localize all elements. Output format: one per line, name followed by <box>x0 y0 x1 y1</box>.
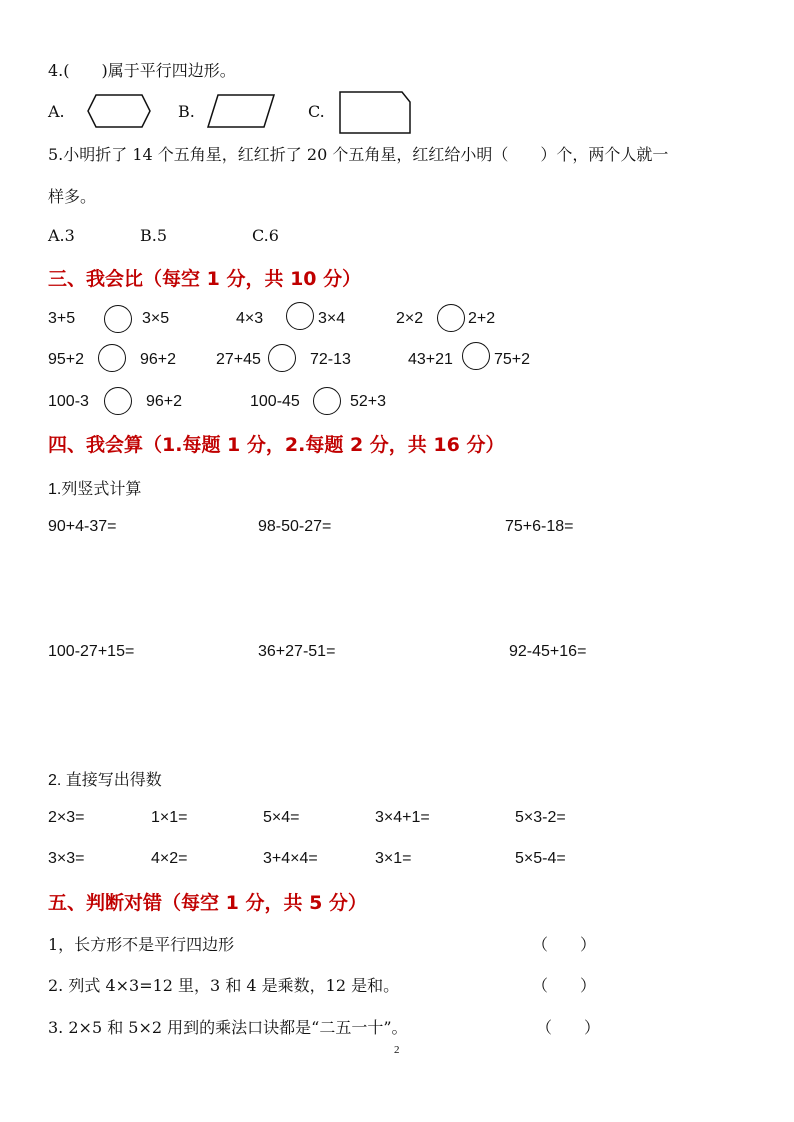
compare-circle[interactable] <box>98 344 126 372</box>
compare-right: 2+2 <box>468 310 496 327</box>
direct-problem: 3×4+1= <box>375 809 430 826</box>
judge-answer-blank[interactable]: （ ） <box>532 935 597 954</box>
q5-option-b: B.5 <box>140 226 168 245</box>
judge-answer-blank[interactable]: （ ） <box>532 976 597 995</box>
vertical-problem: 36+27-51= <box>258 643 336 660</box>
q5-option-c: C.6 <box>252 226 279 245</box>
compare-right: 52+3 <box>350 393 387 410</box>
section4-subtitle-direct: 2. 直接写出得数 <box>48 772 162 789</box>
section4-subtitle-vertical: 1.列竖式计算 <box>48 481 142 498</box>
compare-circle[interactable] <box>104 387 132 415</box>
compare-left: 43+21 <box>408 351 453 368</box>
direct-problem: 5×4= <box>263 809 300 826</box>
q4-stem: 4.( )属于平行四边形。 <box>48 61 236 80</box>
vertical-problem: 90+4-37= <box>48 518 117 535</box>
compare-right: 96+2 <box>140 351 177 368</box>
compare-right: 3×5 <box>142 310 170 327</box>
direct-problem: 5×5-4= <box>515 850 566 867</box>
vertical-problem: 100-27+15= <box>48 643 135 660</box>
direct-problem: 3×3= <box>48 850 85 867</box>
compare-left: 2×2 <box>396 310 424 327</box>
judge-item-text: 3. 2×5 和 5×2 用到的乘法口诀都是“二五一十”。 <box>48 1018 408 1037</box>
compare-right: 3×4 <box>318 310 346 327</box>
cut-corner-rectangle-shape <box>338 90 414 136</box>
q5-option-a: A.3 <box>48 226 75 245</box>
vertical-problem: 98-50-27= <box>258 518 332 535</box>
q4-option-b-label: B. <box>178 102 195 121</box>
compare-left: 3+5 <box>48 310 76 327</box>
q5-line2: 样多。 <box>48 187 97 206</box>
q5-line1: 5.小明折了 14 个五角星，红红折了 20 个五角星，红红给小明（ ）个，两个人就一 <box>48 145 669 164</box>
judge-item-text: 2. 列式 4×3=12 里，3 和 4 是乘数，12 是和。 <box>48 976 400 995</box>
compare-circle[interactable] <box>268 344 296 372</box>
page-number: 2 <box>394 1044 400 1056</box>
compare-right: 75+2 <box>494 351 531 368</box>
compare-circle[interactable] <box>313 387 341 415</box>
section5-title: 五、判断对错（每空 1 分，共 5 分） <box>48 892 367 914</box>
compare-circle[interactable] <box>286 302 314 330</box>
compare-left: 100-3 <box>48 393 89 410</box>
direct-problem: 2×3= <box>48 809 85 826</box>
compare-left: 95+2 <box>48 351 85 368</box>
direct-problem: 3×1= <box>375 850 412 867</box>
judge-item-text: 1，长方形不是平行四边形 <box>48 935 235 954</box>
direct-problem: 4×2= <box>151 850 188 867</box>
direct-problem: 1×1= <box>151 809 188 826</box>
compare-right: 72-13 <box>310 351 351 368</box>
hexagon-shape <box>86 93 152 129</box>
compare-circle[interactable] <box>437 304 465 332</box>
compare-circle[interactable] <box>462 342 490 370</box>
compare-left: 100-45 <box>250 393 300 410</box>
compare-right: 96+2 <box>146 393 183 410</box>
parallelogram-shape <box>206 93 276 129</box>
vertical-problem: 75+6-18= <box>505 518 574 535</box>
compare-left: 27+45 <box>216 351 261 368</box>
q4-option-a-label: A. <box>48 102 65 121</box>
compare-circle[interactable] <box>104 305 132 333</box>
compare-left: 4×3 <box>236 310 264 327</box>
judge-answer-blank[interactable]: （ ） <box>536 1018 601 1037</box>
vertical-problem: 92-45+16= <box>509 643 587 660</box>
q4-option-c-label: C. <box>308 102 325 121</box>
direct-problem: 3+4×4= <box>263 850 318 867</box>
direct-problem: 5×3-2= <box>515 809 566 826</box>
section3-title: 三、我会比（每空 1 分，共 10 分） <box>48 268 362 290</box>
section4-title: 四、我会算（1.每题 1 分，2.每题 2 分，共 16 分） <box>48 434 505 456</box>
